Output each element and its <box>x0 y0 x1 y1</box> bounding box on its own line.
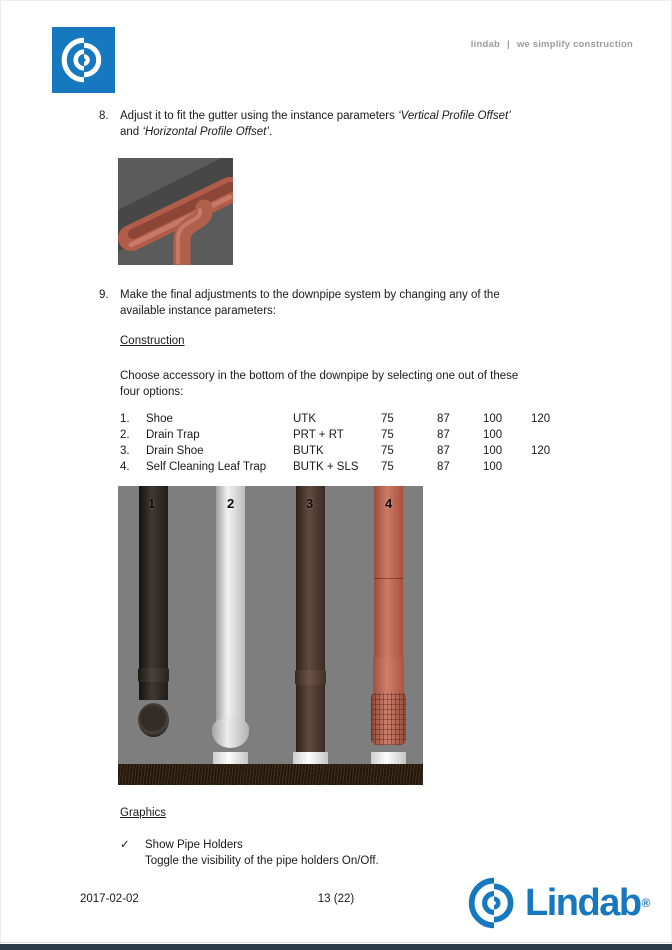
pipes-figure <box>118 486 423 785</box>
option-number: 2. <box>120 429 130 441</box>
option-name: Drain Trap <box>146 429 200 441</box>
option-number: 1. <box>120 413 130 425</box>
construction-heading: Construction <box>120 335 185 347</box>
step-8-line1: Adjust it to fit the gutter using the instance parameters <box>120 110 399 122</box>
option-size: 87 <box>437 445 450 457</box>
pipe-holders-description: Toggle the visibility of the pipe holders On/Off. <box>145 855 379 867</box>
footer-lindab-logo <box>468 876 650 930</box>
option-code: BUTK + SLS <box>293 461 359 473</box>
footer-date: 2017-02-02 <box>80 893 139 905</box>
pipe-holders-title: Show Pipe Holders <box>145 839 243 851</box>
option-size: 100 <box>483 429 503 441</box>
registered-mark: ® <box>641 896 651 910</box>
option-row-leaf-trap <box>120 459 571 475</box>
pipe-2-tube <box>216 486 245 726</box>
option-code: UTK <box>293 413 316 425</box>
lindab-symbol-icon <box>468 877 520 929</box>
option-size: 75 <box>381 445 394 457</box>
option-size: 75 <box>381 429 394 441</box>
pipe-1-shoe <box>138 703 169 737</box>
option-size <box>531 459 571 475</box>
option-size: 87 <box>437 429 450 441</box>
pipe-4-sleeve <box>373 657 404 695</box>
pipe-1-label: 1 <box>148 496 156 511</box>
lindab-wordmark: Lindab <box>525 882 641 924</box>
gutter-figure <box>118 158 233 265</box>
checkmark-icon: ✓ <box>120 839 130 851</box>
header-lindab-logo <box>52 27 115 93</box>
lindab-symbol-icon <box>61 37 107 83</box>
tagline-brand: lindab <box>470 39 500 50</box>
option-size: 87 <box>437 413 450 425</box>
pipe-4-label: 4 <box>385 496 393 511</box>
pipe-4-leaf-trap <box>371 693 406 745</box>
step-8-text: Adjust it to fit the gutter using the instance parameters ‘Vertical Profile Offset’ and ‘Horizontal Profile Offset’. <box>120 110 511 138</box>
pipe-3-coupling <box>295 670 326 685</box>
option-size: 87 <box>437 461 450 473</box>
construction-intro: Choose accessory in the bottom of the downpipe by selecting one out of these four options: <box>120 370 519 398</box>
option-size: 120 <box>531 445 551 457</box>
bottom-bar <box>0 944 672 950</box>
option-name: Self Cleaning Leaf Trap <box>146 461 267 473</box>
pipe-3-label: 3 <box>306 496 314 511</box>
pipe-2-label: 2 <box>227 496 235 511</box>
option-row-drain-trap <box>120 427 571 443</box>
step-9-text: Make the final adjustments to the downpipe system by changing any of the available instance parameters: <box>120 289 500 317</box>
option-row-drain-shoe <box>120 443 571 459</box>
option-row-shoe <box>120 411 571 427</box>
tagline-slogan: we simplify construction <box>516 39 633 50</box>
option-size: 100 <box>483 445 503 457</box>
ground-soil <box>118 764 423 785</box>
options-table <box>120 411 571 475</box>
pipe-4-seam <box>374 578 403 579</box>
step-8-line2: and <box>120 126 143 138</box>
option-number: 3. <box>120 445 130 457</box>
pipe-1-coupling <box>138 668 169 682</box>
option-size: 100 <box>483 413 503 425</box>
pipe-3-tube <box>296 486 325 754</box>
option-size: 100 <box>483 461 503 473</box>
footer-page-number: 13 (22) <box>317 893 355 905</box>
option-code: BUTK <box>293 445 324 457</box>
param-vertical-profile-offset: ‘Vertical Profile Offset’ <box>398 110 511 122</box>
option-name: Shoe <box>146 413 173 425</box>
param-horizontal-profile-offset: ‘Horizontal Profile Offset’ <box>142 126 269 138</box>
option-size: 120 <box>531 413 551 425</box>
option-name: Drain Shoe <box>146 445 204 457</box>
option-size: 75 <box>381 461 394 473</box>
step-9-number: 9. <box>99 289 109 301</box>
tagline-separator: | <box>506 39 510 50</box>
option-number: 4. <box>120 461 130 473</box>
option-code: PRT + RT <box>293 429 344 441</box>
header-tagline <box>471 37 633 53</box>
pipe-2-drain-trap <box>212 718 249 748</box>
footer-divider <box>0 942 672 943</box>
graphics-heading: Graphics <box>120 807 167 819</box>
option-size: 75 <box>381 413 394 425</box>
option-size <box>531 427 571 443</box>
step-8-number: 8. <box>99 110 109 122</box>
